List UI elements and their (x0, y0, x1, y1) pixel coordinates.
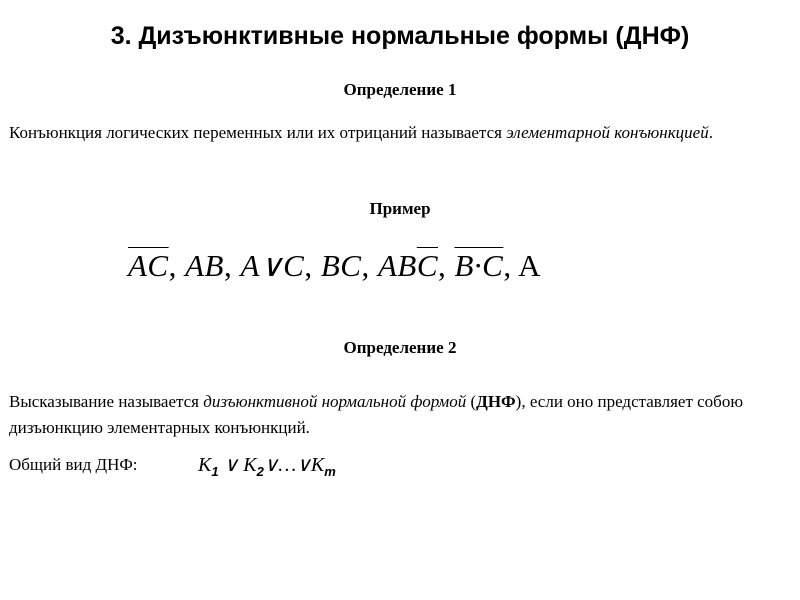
definition-1-text (9, 120, 791, 146)
k-letter: K (198, 454, 212, 476)
definition-2-term: дизъюнктивной нормальной формой (203, 392, 467, 411)
general-form-label: Общий вид ДНФ: (9, 455, 138, 474)
k-letter: K (310, 454, 325, 476)
general-form-formula (198, 452, 336, 479)
definition-1-period: . (708, 123, 713, 142)
k-sub-1: 1 (211, 464, 219, 479)
term-abc-partial-negation: $AB\overline{C}$ (377, 248, 438, 283)
term-bc: BC (320, 248, 362, 283)
definition-2-abbr: ДНФ (476, 392, 516, 411)
definition-2-body-end: ), если оно представляет собою дизъюнкцию элементарных конъюнкций. (9, 392, 744, 437)
or-ellipsis: ∨…∨ (263, 454, 311, 476)
definition-2-text (9, 389, 791, 441)
definition-2-paren: ( (466, 392, 477, 411)
definition-2-heading: Определение 2 (343, 338, 457, 357)
or-symbol: ∨ (218, 454, 244, 476)
definition-1-term: элементарной конъюнкцией (506, 123, 709, 142)
term-ab: AB (185, 248, 224, 283)
k-sub-m: m (324, 464, 336, 479)
term-ac-negated: $\overline{AC}$ (128, 248, 169, 283)
k-sub-2: 2 (256, 464, 264, 479)
term-a-upright: A (518, 248, 542, 283)
example-heading: Пример (369, 199, 431, 218)
definition-1-body: Конъюнкция логических переменных или их отрицаний называется (9, 123, 507, 142)
term-a-or-c: A∨C (240, 248, 305, 283)
example-formula: $\overline{AC}$, AB, A∨C, BC, $AB\overline{C}$, B·C, A (128, 248, 542, 283)
page-title: 3. Дизъюнктивные нормальные формы (ДНФ) (110, 22, 690, 50)
k-letter: K (243, 454, 257, 476)
definition-1-heading: Определение 1 (343, 80, 457, 99)
term-b-dot-c-negated: B·C (454, 248, 504, 283)
definition-2-body-start: Высказывание называется (9, 392, 204, 411)
